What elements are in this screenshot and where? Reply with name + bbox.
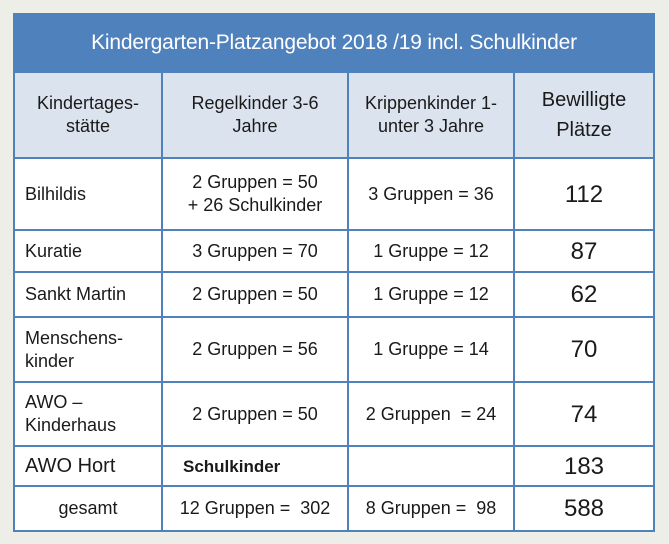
table-row-name [15, 447, 161, 485]
row-krippe: 2 Gruppen = 24 [365, 403, 497, 424]
table-row-krippe [349, 159, 513, 229]
row-name: Kuratie [25, 240, 83, 261]
column-divider [161, 71, 163, 530]
header-regelkinder [163, 73, 347, 157]
table-row-regel [163, 318, 347, 381]
table-row-name [15, 273, 161, 316]
row-divider [15, 445, 653, 447]
header-regelkinder-label: Regelkinder 3-6 Jahre [191, 93, 319, 136]
table-row-plaetze [515, 447, 653, 485]
row-name: gesamt [58, 498, 118, 518]
row-divider [15, 316, 653, 318]
row-krippe: 3 Gruppen = 36 [368, 183, 494, 204]
table-row-regel [163, 159, 347, 229]
row-divider [15, 229, 653, 231]
table-row-krippe [349, 447, 513, 485]
table-title: Kindergarten-Platzangebot 2018 /19 incl. Schulkinder [15, 15, 653, 71]
header-krippenkinder-label: Krippenkinder 1- unter 3 Jahre [364, 93, 498, 136]
row-plaetze: 588 [563, 495, 605, 522]
table-row-plaetze [515, 383, 653, 445]
row-plaetze: 87 [570, 237, 598, 265]
table-row-plaetze [515, 318, 653, 381]
row-regel: 2 Gruppen = 56 [192, 339, 318, 359]
column-divider [513, 71, 515, 530]
row-plaetze: 183 [563, 452, 605, 480]
header-plaetze [515, 73, 653, 157]
row-krippe: 1 Gruppe = 14 [373, 339, 489, 359]
table-row-name [15, 383, 161, 445]
table-row-regel [163, 383, 347, 445]
row-plaetze: 74 [570, 400, 598, 428]
row-regel: Schulkinder [183, 456, 281, 476]
table-row-regel [163, 487, 347, 530]
table-row-name [15, 159, 161, 229]
row-regel: 2 Gruppen = 50 + 26 Schulkinder [187, 172, 323, 215]
row-krippe: 1 Gruppe = 12 [373, 240, 489, 261]
header-kita [15, 73, 161, 157]
row-name: AWO – Kinderhaus [25, 392, 117, 435]
row-divider [15, 485, 653, 487]
row-krippe: 1 Gruppe = 12 [373, 284, 489, 304]
row-regel: 2 Gruppen = 50 [192, 403, 318, 424]
header-krippenkinder [349, 73, 513, 157]
row-divider [15, 157, 653, 159]
table-row-regel [163, 231, 347, 271]
table-row-krippe [349, 318, 513, 381]
row-name: Sankt Martin [25, 284, 127, 304]
table-row-plaetze [515, 231, 653, 271]
row-plaetze: 70 [570, 336, 598, 363]
table-row-regel [163, 273, 347, 316]
table-row-krippe [349, 487, 513, 530]
header-kita-label: Kindertages- stätte [36, 93, 140, 136]
row-name: Bilhildis [25, 183, 87, 204]
table-row-plaetze [515, 273, 653, 316]
row-name: Menschens- kinder [25, 327, 124, 371]
row-plaetze: 112 [564, 180, 604, 208]
row-divider [15, 271, 653, 273]
row-regel: 2 Gruppen = 50 [192, 284, 318, 304]
table-row-krippe [349, 383, 513, 445]
row-regel: 3 Gruppen = 70 [192, 240, 318, 261]
row-plaetze: 62 [570, 281, 598, 308]
table-row-krippe [349, 231, 513, 271]
table-row-name [15, 487, 161, 530]
column-divider [347, 71, 349, 530]
row-divider [15, 71, 653, 73]
table-row-krippe [349, 273, 513, 316]
table-row-plaetze [515, 159, 653, 229]
table-row-regel [163, 447, 347, 485]
row-krippe: 8 Gruppen = 98 [365, 498, 497, 518]
row-regel: 12 Gruppen = 302 [179, 498, 331, 518]
table-frame [13, 13, 655, 532]
table-row-name [15, 231, 161, 271]
row-name: AWO Hort [25, 454, 116, 477]
header-plaetze-label: Bewilligte Plätze [541, 89, 627, 141]
table-row-plaetze [515, 487, 653, 530]
row-divider [15, 381, 653, 383]
table-row-name [15, 318, 161, 381]
